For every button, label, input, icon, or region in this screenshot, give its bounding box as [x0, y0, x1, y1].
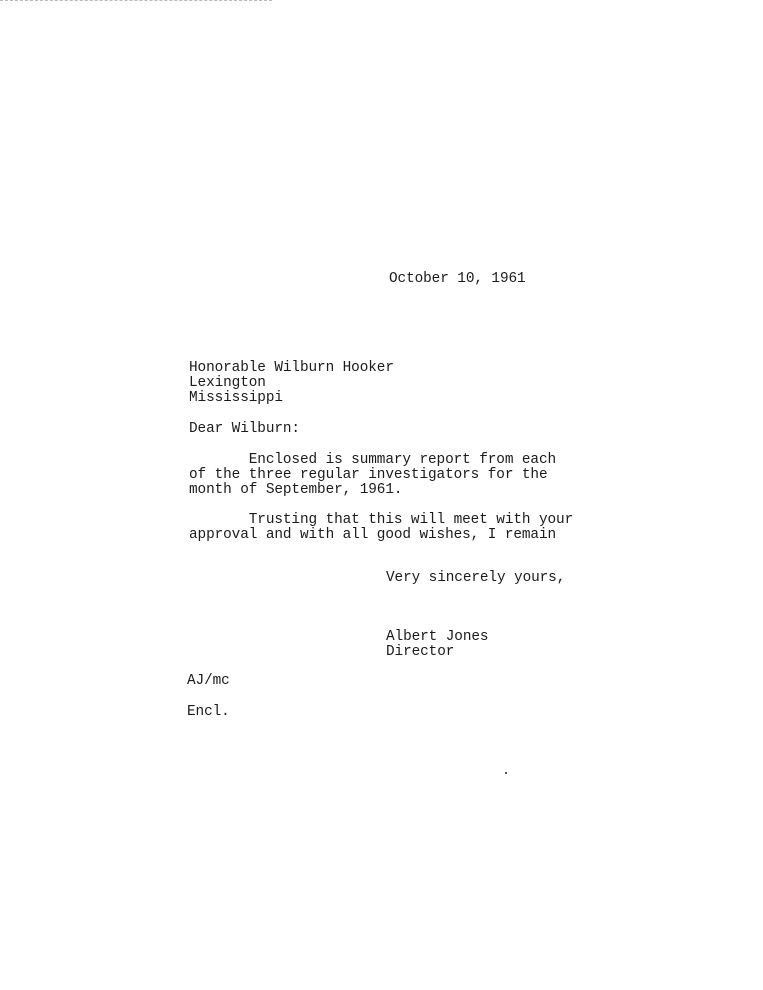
top-dashed-rule [0, 0, 272, 1]
reference-initials: AJ/mc [187, 673, 230, 689]
paragraph-line: Enclosed is summary report from each [189, 452, 557, 468]
signer-title: Director [386, 644, 455, 660]
recipient-state: Mississippi [189, 390, 283, 406]
letter-date: October 10, 1961 [389, 271, 526, 287]
salutation: Dear Wilburn: [189, 421, 300, 437]
paragraph-line: Trusting that this will meet with your [189, 512, 574, 528]
paragraph-line: of the three regular investigators for the [189, 467, 548, 483]
recipient-name: Honorable Wilburn Hooker [189, 360, 394, 376]
paper-speck [505, 772, 507, 774]
recipient-city: Lexington [189, 375, 266, 391]
paragraph-line: approval and with all good wishes, I remain [189, 527, 557, 543]
enclosure-notation: Encl. [187, 704, 230, 720]
signer-name: Albert Jones [386, 629, 489, 645]
paragraph-line: month of September, 1961. [189, 482, 403, 498]
complimentary-closing: Very sincerely yours, [386, 570, 566, 586]
